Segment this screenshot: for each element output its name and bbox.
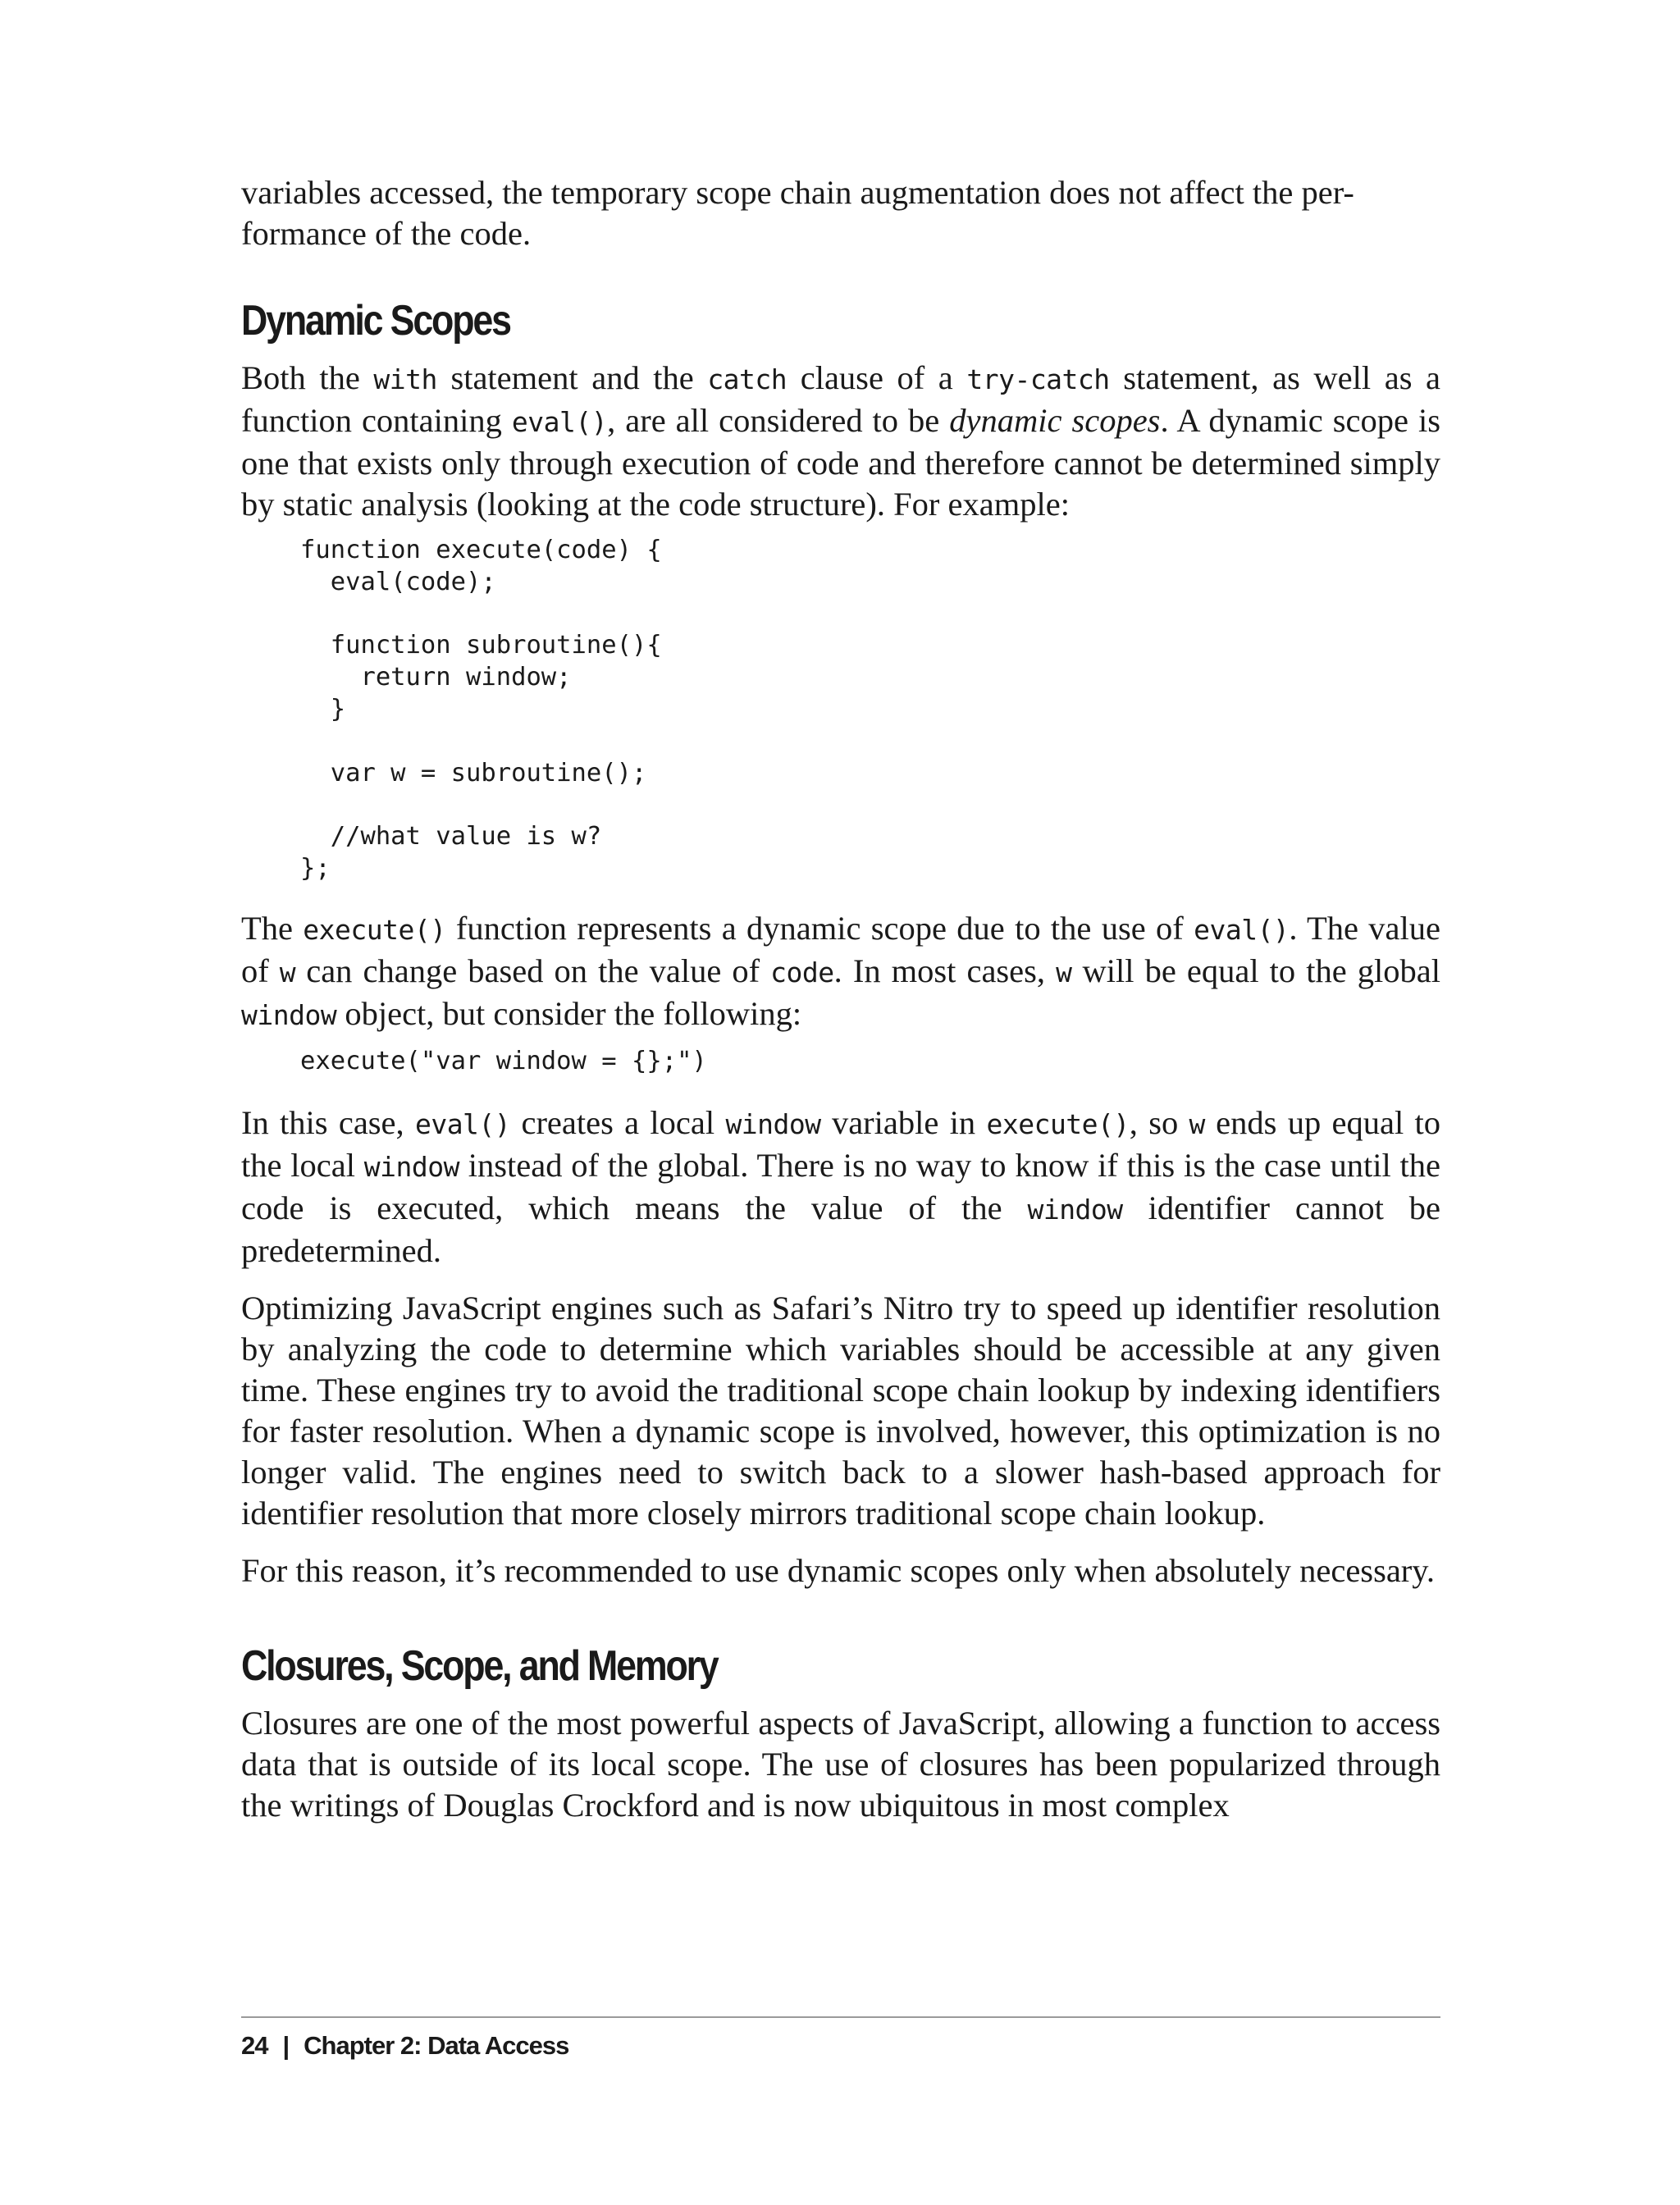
inline-code: eval() bbox=[511, 406, 608, 438]
text-span: . In most cases, bbox=[833, 952, 1057, 989]
text-span: creates a local bbox=[510, 1103, 726, 1141]
text-span: In this case, bbox=[241, 1103, 415, 1141]
inline-code: window bbox=[725, 1107, 821, 1140]
inline-code: execute() bbox=[303, 913, 446, 946]
inline-code: eval() bbox=[1194, 913, 1290, 946]
code-block-execute-function: function execute(code) { eval(code); function subroutine(){ return window; } var w = subroutine(); //what value is w? }; bbox=[300, 536, 662, 883]
text-span: clause of a bbox=[787, 359, 967, 396]
chapter-title: Chapter 2: Data Access bbox=[304, 2031, 569, 2060]
inline-code: window bbox=[1027, 1193, 1123, 1226]
text-span: statement, as well as a function containing bbox=[241, 359, 1441, 439]
inline-code: window bbox=[363, 1150, 459, 1183]
paragraph-dynamic-scopes-intro bbox=[241, 358, 1440, 525]
inline-code: code bbox=[770, 956, 834, 988]
paragraph-recommendation: For this reason, it’s recommended to use dynamic scopes only when absolutely necessary. bbox=[241, 1551, 1436, 1589]
section-heading-closures: Closures, Scope, and Memory bbox=[241, 1641, 718, 1690]
paragraph-closures-intro: Closures are one of the most powerful aspects of JavaScript, allowing a function to access data that is outside of its local scope. The use of closures has been popularized through the writings of Douglas Crockford and is now ubiquitous in most complex bbox=[241, 1704, 1440, 1824]
text-span: object, but consider the following: bbox=[336, 994, 802, 1032]
inline-code: w bbox=[279, 956, 296, 988]
inline-code: try-catch bbox=[966, 363, 1110, 395]
code-block-execute-call: execute("var window = {};") bbox=[300, 1046, 707, 1075]
text-span: . The value of bbox=[241, 909, 1441, 989]
text-span: can change based on the value of bbox=[295, 952, 771, 989]
intro-paragraph bbox=[241, 172, 1440, 254]
paragraph-optimizing-engines: Optimizing JavaScript engines such as Safari’s Nitro try to speed up identifier resolution by analyzing the code to determine which variables should be accessible at any given time. These engines try to avoid the traditional scope chain lookup by indexing identifiers for faster resolution. When a dynamic scope is involved, however, this optimization is no longer valid. The engines need to switch back to a slower hash-based approach for identifier resolution that more closely mirrors traditional scope chain lookup. bbox=[241, 1289, 1440, 1532]
text-span: ends up equal to the local bbox=[241, 1103, 1441, 1184]
text-span: , so bbox=[1129, 1103, 1189, 1141]
emphasis-text: dynamic scopes bbox=[949, 402, 1161, 439]
inline-code: w bbox=[1056, 956, 1072, 988]
text-span: . A dynamic scope is one that exists only through execution of code and therefore cannot be determined simply by static analysis (looking at the code structure). For example: bbox=[241, 402, 1440, 523]
text-span: The bbox=[241, 909, 304, 947]
section-heading-dynamic-scopes: Dynamic Scopes bbox=[241, 297, 510, 345]
inline-code: eval() bbox=[414, 1107, 511, 1140]
footer-separator: | bbox=[282, 2031, 290, 2060]
text-span: will be equal to the global bbox=[1071, 952, 1440, 989]
page-content bbox=[241, 172, 1440, 1842]
text-span: instead of the global. There is no way to know if this is the case until the code is executed, which means the value of the bbox=[241, 1146, 1441, 1226]
paragraph-local-window bbox=[241, 1102, 1440, 1271]
inline-code: window bbox=[241, 998, 337, 1031]
intro-line-2: formance of the code. bbox=[241, 215, 532, 252]
inline-code: catch bbox=[707, 363, 788, 395]
inline-code: w bbox=[1189, 1107, 1205, 1140]
inline-code: execute() bbox=[986, 1107, 1130, 1140]
text-span: Both the bbox=[241, 359, 374, 396]
text-span: , are all considered to be bbox=[607, 402, 950, 439]
intro-line-1: variables accessed, the temporary scope chain augmentation does not affect the per- bbox=[241, 174, 1354, 211]
page-number: 24 bbox=[241, 2031, 268, 2060]
inline-code: with bbox=[373, 363, 437, 395]
text-span: variable in bbox=[820, 1103, 987, 1141]
text-span: identifier cannot be predetermined. bbox=[241, 1189, 1440, 1269]
paragraph-execute-explanation bbox=[241, 908, 1440, 1036]
page-footer bbox=[241, 2016, 1440, 2061]
text-span: statement and the bbox=[436, 359, 708, 396]
text-span: function represents a dynamic scope due to the use of bbox=[445, 909, 1194, 947]
